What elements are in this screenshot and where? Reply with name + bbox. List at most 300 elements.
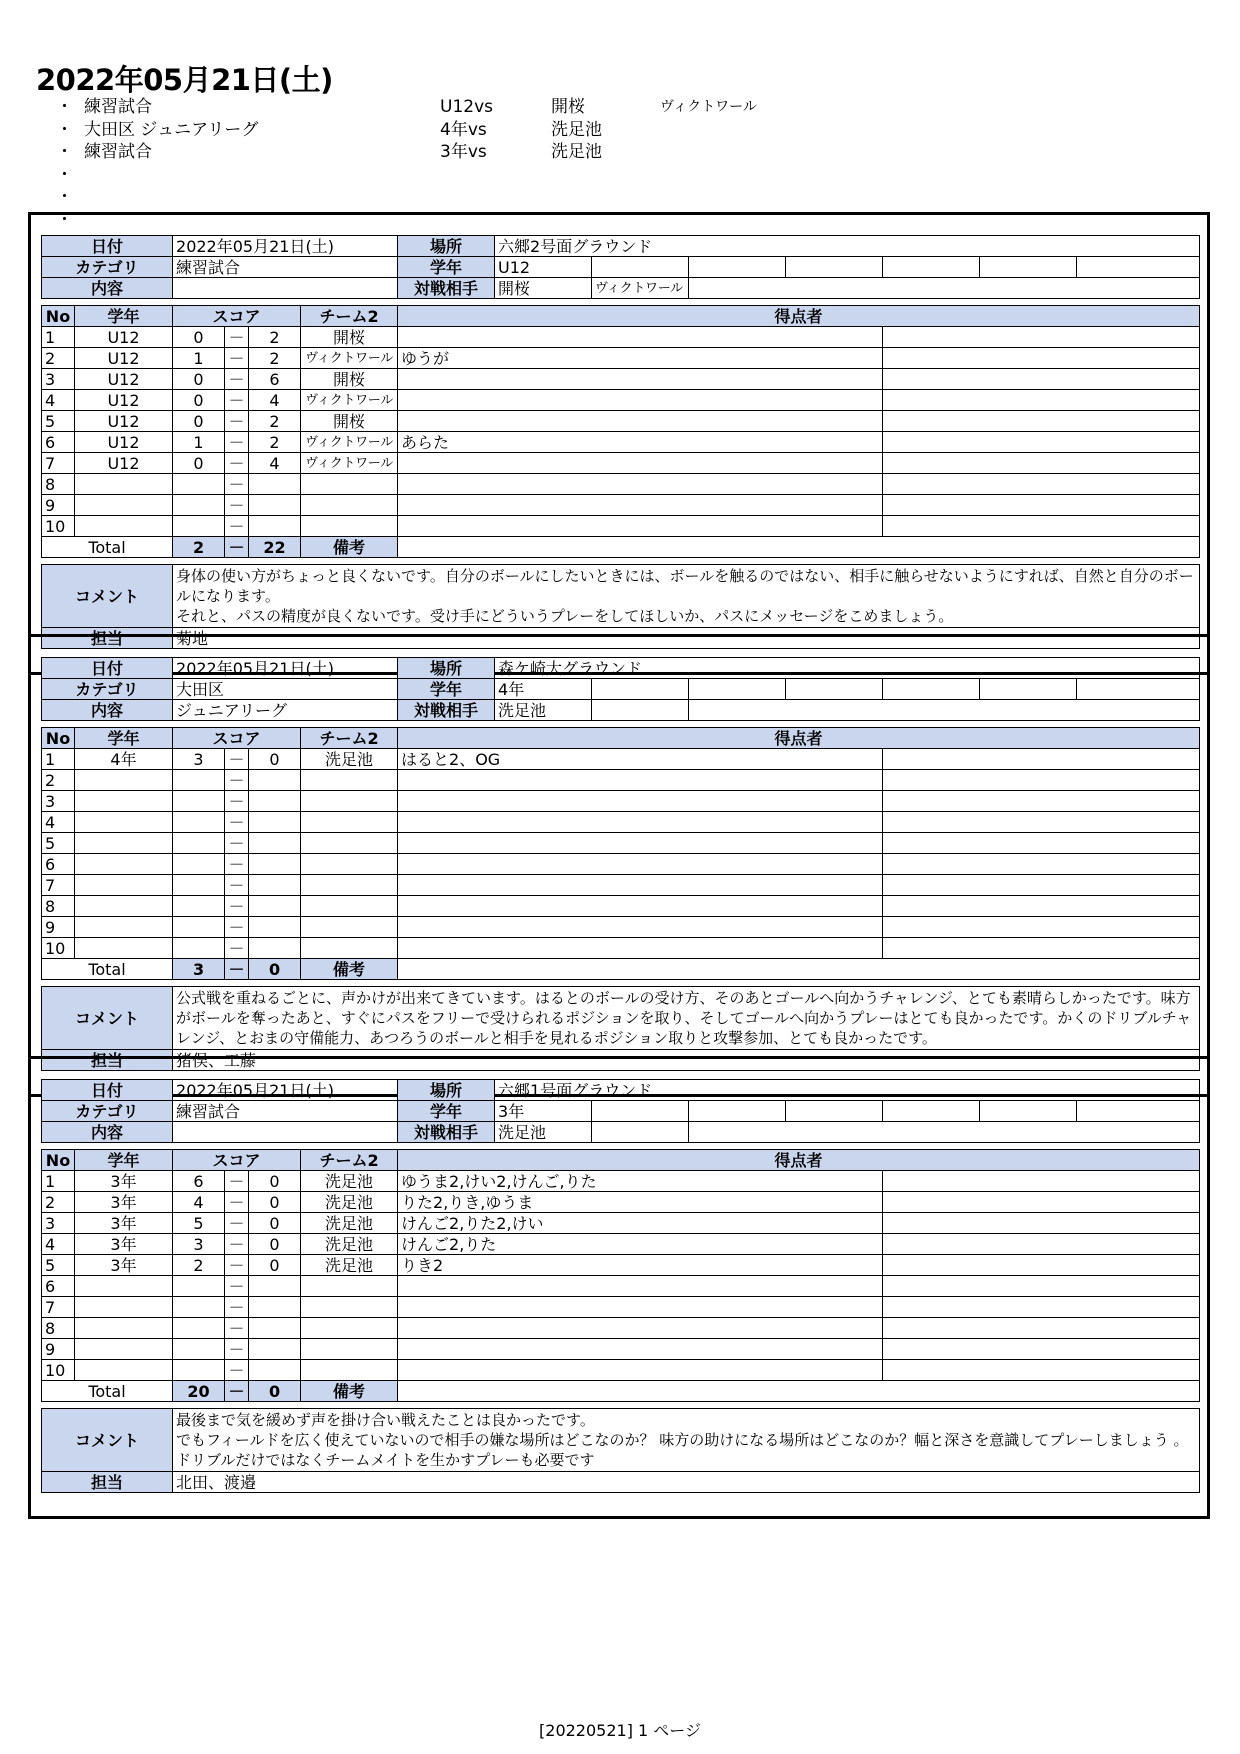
no-header: No <box>42 728 75 749</box>
summary-grade: U12vs <box>440 97 493 117</box>
score-team2 <box>249 495 301 516</box>
grade-extra <box>786 257 883 278</box>
row-number: 10 <box>42 516 75 537</box>
grade-label: 学年 <box>398 257 495 278</box>
opponent-extra <box>689 278 1200 299</box>
scorers-extra <box>883 1213 1200 1234</box>
score-team2 <box>249 1339 301 1360</box>
score-row <box>42 1297 1200 1318</box>
comment-line: でもフィールドを広く使えていないので相手の嫌な場所はどこなのか？ 味方の助けになる場所はどこなのか？幅と深さを意識してプレーしましょう 。ドリブルだけではなくチームメイトを生かすプレーも必要です <box>176 1431 1189 1469</box>
team2-name <box>301 791 398 812</box>
row-grade <box>75 791 173 812</box>
row-number: 5 <box>42 833 75 854</box>
score-team2: 4 <box>249 390 301 411</box>
score-team1 <box>173 938 225 959</box>
score-dash: － <box>225 1339 249 1360</box>
score-row <box>42 369 1200 390</box>
scorers-extra <box>883 875 1200 896</box>
team2-header: チーム2 <box>301 728 398 749</box>
score-team1: 0 <box>173 369 225 390</box>
total-dash: － <box>225 537 249 558</box>
scorers: けんご2,りた <box>398 1234 883 1255</box>
total-score-1: 2 <box>173 537 225 558</box>
grade-extra <box>980 679 1077 700</box>
grade-extra <box>592 1101 689 1122</box>
page-title: 2022年05月21日(土) <box>36 63 333 97</box>
team2-name: 洗足池 <box>301 1213 398 1234</box>
row-grade <box>75 1318 173 1339</box>
row-grade <box>75 896 173 917</box>
score-team1: 0 <box>173 411 225 432</box>
comment-line: 身体の使い方がちょっと良くないです。自分のボールにしたいときには、ボールを触るのではない、相手に触らせないようにすれば、自然と自分のボールになります。 <box>176 567 1194 605</box>
score-team1 <box>173 474 225 495</box>
category-value: 大田区 <box>173 679 398 700</box>
team2-name: 洗足池 <box>301 1234 398 1255</box>
grade-label: 学年 <box>398 679 495 700</box>
score-dash: － <box>225 369 249 390</box>
scorers-extra <box>883 327 1200 348</box>
score-row <box>42 390 1200 411</box>
scorers <box>398 1318 883 1339</box>
row-number: 1 <box>42 1171 75 1192</box>
score-team1 <box>173 917 225 938</box>
grade-extra <box>1077 257 1200 278</box>
summary-opponent: 開桜 <box>551 97 585 117</box>
scorers <box>398 917 883 938</box>
grade-value: 3年 <box>495 1101 592 1122</box>
row-grade <box>75 495 173 516</box>
comment-text <box>173 565 1200 628</box>
scorers <box>398 411 883 432</box>
scorers: あらた <box>398 432 883 453</box>
grade-extra <box>786 679 883 700</box>
scorers-extra <box>883 390 1200 411</box>
scorers-extra <box>883 1192 1200 1213</box>
summary-opponent-2: ヴィクトワール <box>660 99 757 115</box>
scorers-extra <box>883 1339 1200 1360</box>
score-dash: － <box>225 390 249 411</box>
row-grade <box>75 516 173 537</box>
scorers-header: 得点者 <box>398 1150 1200 1171</box>
score-dash: － <box>225 1318 249 1339</box>
grade-extra <box>1077 1101 1200 1122</box>
row-number: 1 <box>42 327 75 348</box>
row-number: 3 <box>42 1213 75 1234</box>
score-team1 <box>173 1318 225 1339</box>
score-team1 <box>173 1276 225 1297</box>
row-grade: U12 <box>75 453 173 474</box>
row-number: 7 <box>42 1297 75 1318</box>
spacer <box>42 1143 1200 1150</box>
scorers <box>398 1276 883 1297</box>
comment-line: 公式戦を重ねるごとに、声かけが出来てきています。はるとのボールの受け方、そのあとゴールへ向かうチャレンジ、とても素晴らしかったです。味方がボールを奪ったあと、すぐにパスをフリーで受けられるポジションを取り、そしてゴールへ向かうプレーはとても良かったです。かくのドリブルチャレンジ、とおまの守備能力、あつろうのボールと相手を見れるポジション取りと攻撃参加、とても良かったです。 <box>176 989 1192 1047</box>
score-row <box>42 749 1200 770</box>
row-grade <box>75 938 173 959</box>
team2-name <box>301 812 398 833</box>
grade-extra <box>592 679 689 700</box>
scorers <box>398 896 883 917</box>
score-dash: － <box>225 348 249 369</box>
spacer <box>42 299 1200 306</box>
score-team1: 3 <box>173 1234 225 1255</box>
spacer <box>42 1402 1200 1409</box>
comment-label: コメント <box>42 565 173 628</box>
scorers-extra <box>883 1255 1200 1276</box>
summary-item <box>48 186 808 209</box>
score-team1: 1 <box>173 348 225 369</box>
summary-item <box>48 96 808 119</box>
scorers <box>398 854 883 875</box>
row-grade: 3年 <box>75 1213 173 1234</box>
summary-grade: 3年vs <box>440 142 487 162</box>
date-value: 2022年05月21日(土) <box>173 1080 398 1101</box>
score-row <box>42 1234 1200 1255</box>
score-dash: － <box>225 411 249 432</box>
remarks-value <box>398 1381 1200 1402</box>
scorers <box>398 1297 883 1318</box>
team2-name <box>301 896 398 917</box>
comment-text <box>173 1409 1200 1472</box>
score-dash: － <box>225 1255 249 1276</box>
grade-extra <box>689 679 786 700</box>
team2-name: 開桜 <box>301 327 398 348</box>
score-team2: 2 <box>249 327 301 348</box>
match-table <box>41 235 1200 649</box>
scorers-extra <box>883 791 1200 812</box>
score-row <box>42 812 1200 833</box>
score-dash: － <box>225 1234 249 1255</box>
date-value: 2022年05月21日(土) <box>173 236 398 257</box>
bullet-marker: ・ <box>56 187 73 207</box>
grade-extra <box>980 257 1077 278</box>
category-label: カテゴリ <box>42 257 173 278</box>
team2-name: 開桜 <box>301 411 398 432</box>
match-card-1 <box>28 212 1210 675</box>
match-table <box>41 1079 1200 1493</box>
scorers <box>398 812 883 833</box>
opponent-label: 対戦相手 <box>398 700 495 721</box>
row-number: 4 <box>42 812 75 833</box>
score-team2: 0 <box>249 1171 301 1192</box>
row-grade <box>75 1297 173 1318</box>
remarks-label: 備考 <box>301 537 398 558</box>
grade-header: 学年 <box>75 306 173 327</box>
score-dash: － <box>225 1192 249 1213</box>
row-grade <box>75 1339 173 1360</box>
grade-extra <box>883 679 980 700</box>
score-team1 <box>173 495 225 516</box>
row-grade: U12 <box>75 411 173 432</box>
score-row <box>42 1360 1200 1381</box>
staff-label: 担当 <box>42 1472 173 1493</box>
score-team2: 0 <box>249 1192 301 1213</box>
summary-item <box>48 164 808 187</box>
score-team2: 2 <box>249 411 301 432</box>
scorers <box>398 833 883 854</box>
staff-label: 担当 <box>42 1050 173 1071</box>
team2-name <box>301 770 398 791</box>
row-grade: U12 <box>75 432 173 453</box>
score-team2: 0 <box>249 749 301 770</box>
row-number: 8 <box>42 896 75 917</box>
row-grade: U12 <box>75 390 173 411</box>
opponent-label: 対戦相手 <box>398 278 495 299</box>
row-grade: 3年 <box>75 1234 173 1255</box>
team2-name: 洗足池 <box>301 1192 398 1213</box>
opponent-extra <box>689 700 1200 721</box>
total-score-2: 22 <box>249 537 301 558</box>
score-team1 <box>173 516 225 537</box>
team2-name <box>301 854 398 875</box>
grade-extra <box>689 257 786 278</box>
score-row <box>42 1171 1200 1192</box>
scorers-extra <box>883 1276 1200 1297</box>
total-label: Total <box>42 1381 173 1402</box>
team2-name: 開桜 <box>301 369 398 390</box>
row-number: 6 <box>42 1276 75 1297</box>
score-row <box>42 495 1200 516</box>
place-label: 場所 <box>398 1080 495 1101</box>
scorers <box>398 390 883 411</box>
score-team2: 2 <box>249 432 301 453</box>
scorers <box>398 474 883 495</box>
score-header: スコア <box>173 1150 301 1171</box>
opponent-value-2: ヴィクトワール <box>592 278 689 299</box>
scorers: ゆうま2,けい2,けんご,りた <box>398 1171 883 1192</box>
score-team2: 6 <box>249 369 301 390</box>
score-team1 <box>173 875 225 896</box>
place-value: 森ケ崎大グラウンド <box>495 658 1200 679</box>
grade-extra <box>689 1101 786 1122</box>
scorers-extra <box>883 1360 1200 1381</box>
score-team2: 0 <box>249 1213 301 1234</box>
score-team1 <box>173 1360 225 1381</box>
score-row <box>42 917 1200 938</box>
opponent-value: 開桜 <box>495 278 592 299</box>
scorers <box>398 369 883 390</box>
scorers <box>398 938 883 959</box>
team2-name: 洗足池 <box>301 1171 398 1192</box>
date-value: 2022年05月21日(土) <box>173 658 398 679</box>
row-grade <box>75 833 173 854</box>
score-team1 <box>173 833 225 854</box>
score-row <box>42 453 1200 474</box>
date-label: 日付 <box>42 658 173 679</box>
scorers-extra <box>883 833 1200 854</box>
score-team1 <box>173 770 225 791</box>
score-team1: 5 <box>173 1213 225 1234</box>
bullet-marker: ・ <box>56 142 73 162</box>
content-value <box>173 1122 398 1143</box>
team2-name <box>301 1360 398 1381</box>
content-label: 内容 <box>42 700 173 721</box>
total-label: Total <box>42 537 173 558</box>
scorers: りた2,りき,ゆうま <box>398 1192 883 1213</box>
comment-text <box>173 987 1200 1050</box>
team2-name <box>301 1297 398 1318</box>
place-label: 場所 <box>398 658 495 679</box>
spacer <box>42 980 1200 987</box>
score-team1 <box>173 791 225 812</box>
score-team2: 4 <box>249 453 301 474</box>
place-label: 場所 <box>398 236 495 257</box>
score-row <box>42 938 1200 959</box>
opponent-value-2 <box>592 1122 689 1143</box>
score-team1: 6 <box>173 1171 225 1192</box>
scorers-extra <box>883 1318 1200 1339</box>
scorers-extra <box>883 749 1200 770</box>
scorers-extra <box>883 495 1200 516</box>
summary-grade: 4年vs <box>440 119 487 140</box>
team2-name: ヴィクトワール <box>301 348 398 369</box>
score-team2 <box>249 770 301 791</box>
row-grade <box>75 1276 173 1297</box>
team2-name: 洗足池 <box>301 749 398 770</box>
comment-line: それと、パスの精度が良くないです。受け手にどういうプレーをしてほしいか、パスにメッセージをこめましょう。 <box>176 607 954 625</box>
score-team2: 2 <box>249 348 301 369</box>
row-number: 3 <box>42 369 75 390</box>
scorers-extra <box>883 1171 1200 1192</box>
place-value: 六郷2号面グラウンド <box>495 236 1200 257</box>
row-number: 2 <box>42 1192 75 1213</box>
scorers-extra <box>883 411 1200 432</box>
scorers-extra <box>883 938 1200 959</box>
score-dash: － <box>225 474 249 495</box>
summary-opponent: 洗足池 <box>551 142 602 162</box>
scorers <box>398 791 883 812</box>
staff-value: 北田、渡邉 <box>173 1472 1200 1493</box>
score-row <box>42 348 1200 369</box>
grade-header: 学年 <box>75 1150 173 1171</box>
date-label: 日付 <box>42 1080 173 1101</box>
no-header: No <box>42 306 75 327</box>
date-label: 日付 <box>42 236 173 257</box>
row-grade: 4年 <box>75 749 173 770</box>
scorers: りき2 <box>398 1255 883 1276</box>
bullet-marker: ・ <box>56 164 73 185</box>
comment-label: コメント <box>42 1409 173 1472</box>
score-team1 <box>173 854 225 875</box>
score-team2 <box>249 917 301 938</box>
summary-item <box>48 119 808 142</box>
scorers-extra <box>883 1234 1200 1255</box>
score-dash: － <box>225 791 249 812</box>
opponent-value: 洗足池 <box>495 1122 592 1143</box>
score-row <box>42 791 1200 812</box>
category-label: カテゴリ <box>42 1101 173 1122</box>
score-row <box>42 327 1200 348</box>
scorers-extra <box>883 812 1200 833</box>
row-grade <box>75 875 173 896</box>
score-team2 <box>249 1360 301 1381</box>
total-score-1: 3 <box>173 959 225 980</box>
row-number: 2 <box>42 770 75 791</box>
remarks-value <box>398 959 1200 980</box>
scorers-header: 得点者 <box>398 728 1200 749</box>
score-row <box>42 875 1200 896</box>
score-team1: 1 <box>173 432 225 453</box>
team2-header: チーム2 <box>301 306 398 327</box>
score-team1 <box>173 1339 225 1360</box>
score-team1 <box>173 896 225 917</box>
content-label: 内容 <box>42 1122 173 1143</box>
row-number: 10 <box>42 938 75 959</box>
scorers-header: 得点者 <box>398 306 1200 327</box>
grade-label: 学年 <box>398 1101 495 1122</box>
score-dash: － <box>225 1276 249 1297</box>
summary-event-name: 練習試合 <box>84 97 152 117</box>
grade-extra <box>786 1101 883 1122</box>
team2-name <box>301 516 398 537</box>
category-value: 練習試合 <box>173 1101 398 1122</box>
page-footer: [20220521] 1 ページ <box>539 1721 701 1740</box>
score-team2 <box>249 791 301 812</box>
row-number: 2 <box>42 348 75 369</box>
row-grade: 3年 <box>75 1171 173 1192</box>
comment-label: コメント <box>42 987 173 1050</box>
team2-name <box>301 938 398 959</box>
row-grade: 3年 <box>75 1192 173 1213</box>
scorers <box>398 495 883 516</box>
row-grade <box>75 917 173 938</box>
grade-extra <box>883 257 980 278</box>
summary-event-name: 大田区 ジュニアリーグ <box>84 119 259 140</box>
row-number: 8 <box>42 1318 75 1339</box>
score-dash: － <box>225 1171 249 1192</box>
score-dash: － <box>225 812 249 833</box>
row-grade <box>75 1360 173 1381</box>
scorers-extra <box>883 1297 1200 1318</box>
scorers <box>398 1339 883 1360</box>
row-number: 5 <box>42 1255 75 1276</box>
opponent-label: 対戦相手 <box>398 1122 495 1143</box>
row-number: 6 <box>42 854 75 875</box>
spacer <box>42 558 1200 565</box>
score-team1: 3 <box>173 749 225 770</box>
score-dash: － <box>225 516 249 537</box>
score-team2 <box>249 938 301 959</box>
comment-line: 最後まで気を緩めず声を掛け合い戦えたことは良かったです。 <box>176 1411 595 1429</box>
total-label: Total <box>42 959 173 980</box>
row-grade <box>75 812 173 833</box>
score-row <box>42 770 1200 791</box>
score-row <box>42 516 1200 537</box>
row-number: 8 <box>42 474 75 495</box>
score-header: スコア <box>173 306 301 327</box>
score-row <box>42 1318 1200 1339</box>
score-dash: － <box>225 875 249 896</box>
category-label: カテゴリ <box>42 679 173 700</box>
score-dash: － <box>225 833 249 854</box>
score-team1 <box>173 1297 225 1318</box>
score-row <box>42 1339 1200 1360</box>
staff-value: 菊地 <box>173 628 1200 649</box>
score-team2 <box>249 833 301 854</box>
bullet-marker: ・ <box>56 97 73 117</box>
scorers: はると2、OG <box>398 749 883 770</box>
row-number: 4 <box>42 390 75 411</box>
row-number: 9 <box>42 917 75 938</box>
total-dash: － <box>225 1381 249 1402</box>
grade-extra <box>592 257 689 278</box>
score-dash: － <box>225 1297 249 1318</box>
scorers <box>398 516 883 537</box>
score-dash: － <box>225 749 249 770</box>
team2-header: チーム2 <box>301 1150 398 1171</box>
score-team1: 0 <box>173 327 225 348</box>
match-table <box>41 657 1200 1071</box>
score-team1 <box>173 812 225 833</box>
